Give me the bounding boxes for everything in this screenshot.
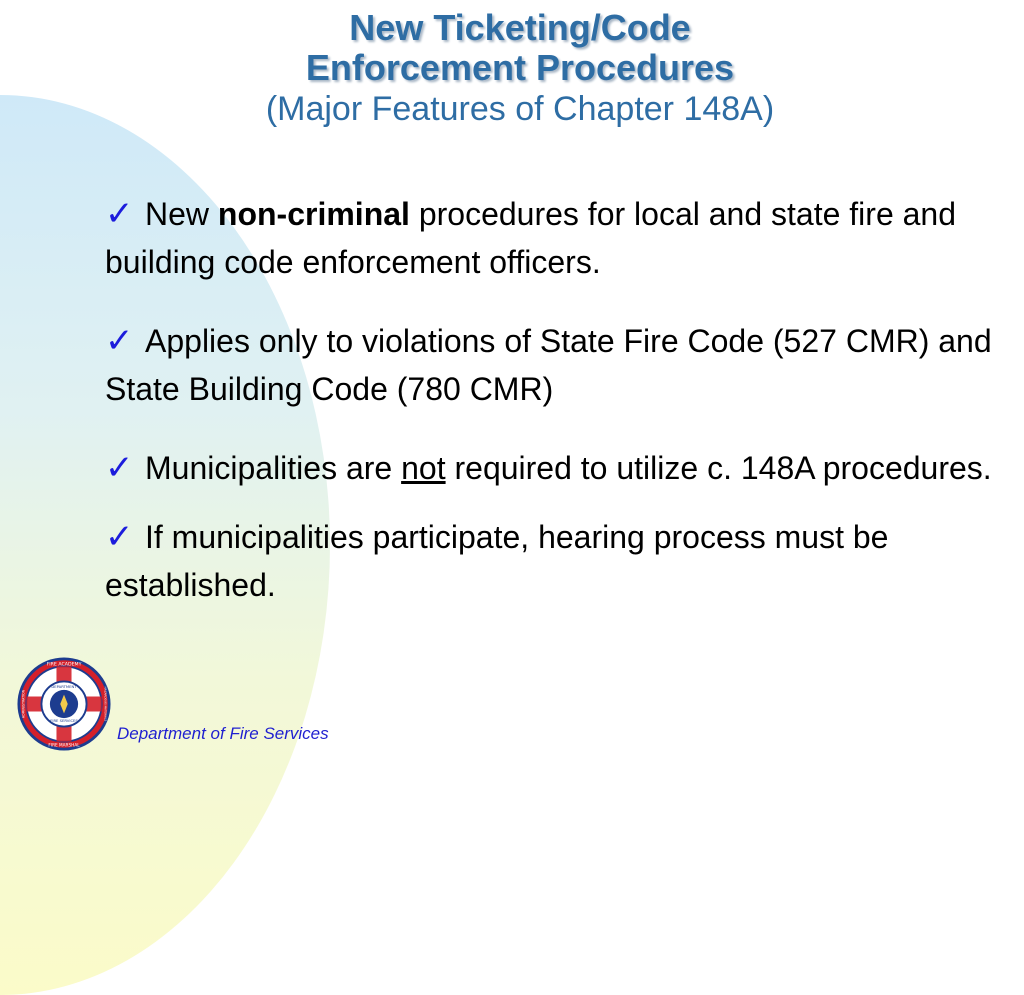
bullet-text-pre: New: [145, 196, 218, 232]
bullet-text-post: procedures for local and state fire and building code enforcement officers.: [105, 196, 957, 280]
bullet-item: [105, 444, 1005, 492]
title-line-2: Enforcement Procedures: [305, 47, 735, 88]
checkmark-icon: ✓: [105, 321, 134, 361]
checkmark-icon: ✓: [105, 448, 134, 488]
seal-text-center-bottom: FIRE SERVICES: [50, 718, 78, 723]
checkmark-icon: ✓: [105, 517, 134, 557]
bullet-text-post: required to utilize c. 148A procedures.: [445, 450, 992, 486]
footer-department-name: Department of Fire Services: [117, 724, 329, 743]
bullet-text-pre: Municipalities are: [145, 450, 402, 486]
bullet-list: [105, 190, 1005, 640]
bullet-item: [105, 190, 1005, 286]
bullet-item: [105, 317, 1005, 413]
slide-subtitle: (Major Features of Chapter 148A): [265, 90, 775, 128]
seal-text-bottom: FIRE MARSHAL: [48, 742, 80, 748]
seal-text-right: HAZARDOUS MATERIALS: [103, 686, 108, 722]
bullet-text-emphasis: not: [401, 450, 446, 486]
bullet-text-emphasis: non-criminal: [217, 196, 410, 232]
seal-text-center-mid: OF: [61, 689, 67, 694]
seal-text-left: ADMINISTRATION: [21, 689, 26, 719]
bullet-item: [105, 513, 1005, 609]
bullet-text: If municipalities participate, hearing process must be established.: [105, 519, 889, 603]
bullet-text: Applies only to violations of State Fire Code (527 CMR) and State Building Code (780 CMR): [105, 323, 992, 407]
fire-services-seal-logo: [17, 657, 111, 751]
seal-text-top: FIRE ACADEMY: [46, 662, 82, 668]
title-line-1: New Ticketing/Code: [349, 7, 691, 48]
seal-text-center-top: DEPARTMENT: [51, 685, 77, 690]
checkmark-icon: ✓: [105, 194, 134, 234]
slide-title: [0, 8, 1024, 130]
